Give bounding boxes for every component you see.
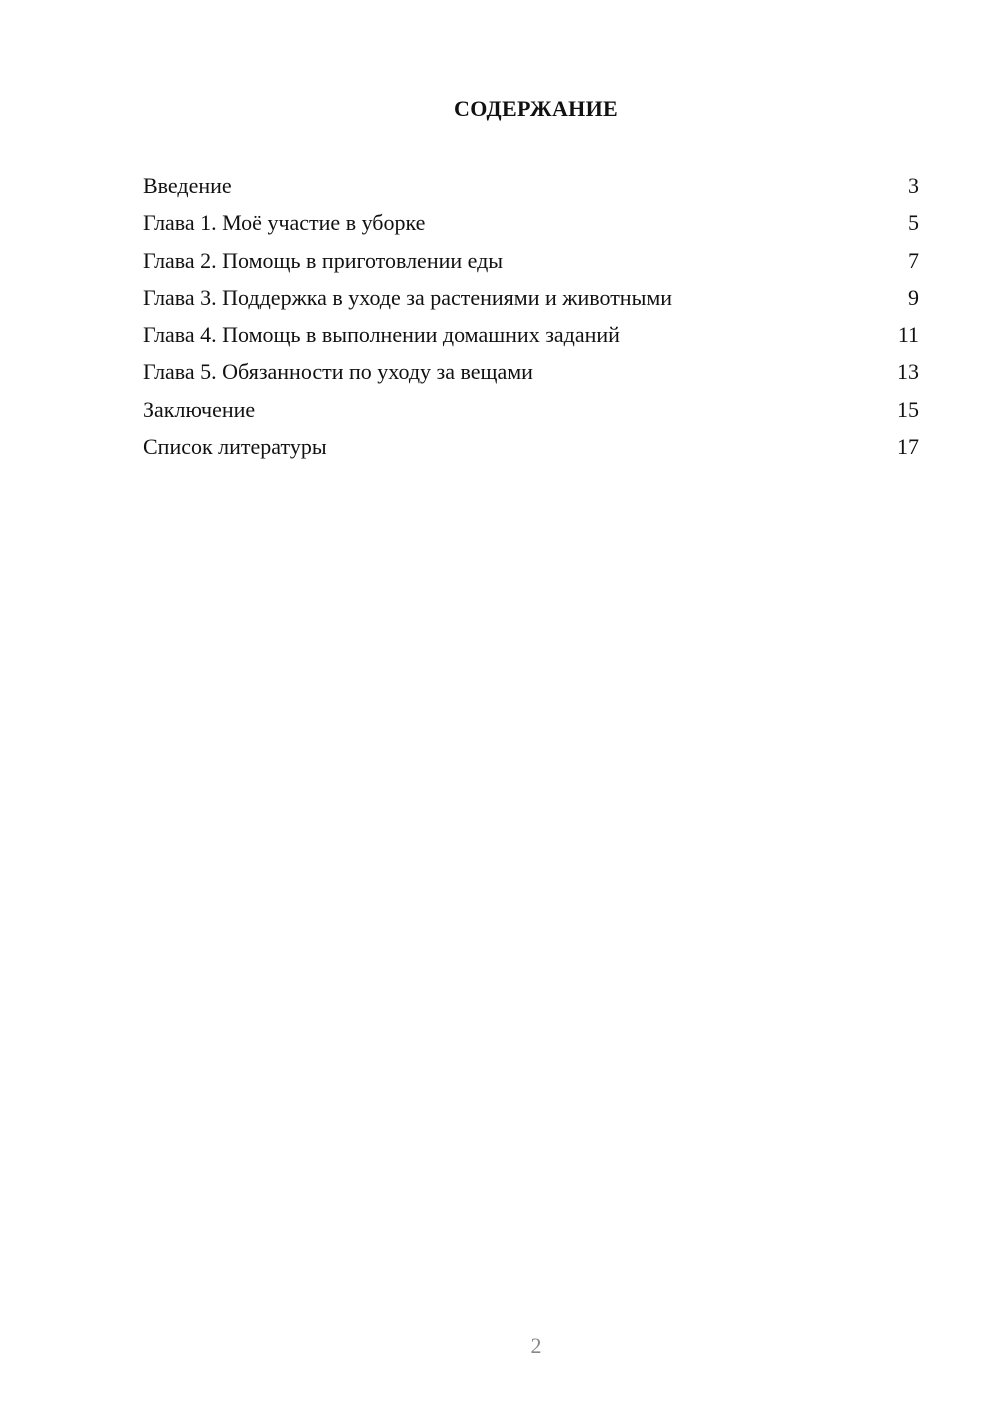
toc-entry-chapter-2 xyxy=(143,242,919,279)
toc-entry-conclusion xyxy=(143,391,919,428)
toc-entry-label: Глава 5. Обязанности по уходу за вещами xyxy=(143,359,533,385)
toc-entry-references xyxy=(143,428,919,465)
toc-entry-label: Заключение xyxy=(143,396,256,422)
toc-entry-label: Глава 2. Помощь в приготовлении еды xyxy=(143,247,504,273)
toc-entry-page: 15 xyxy=(897,396,919,422)
toc-entry-label: Введение xyxy=(143,173,232,198)
toc-entry-label: Глава 1. Моё участие в уборке xyxy=(143,210,426,236)
toc-entry-label: Глава 3. Поддержка в уходе за растениями и животными xyxy=(143,284,673,310)
toc-entry-chapter-1 xyxy=(143,204,919,241)
toc-entry-chapter-3 xyxy=(143,279,919,316)
toc-entry-page: 11 xyxy=(897,322,919,348)
toc-entry-chapter-5 xyxy=(143,353,919,390)
table-of-contents xyxy=(143,167,919,465)
toc-entry-page: 3 xyxy=(908,173,919,198)
toc-entry-introduction xyxy=(143,167,919,204)
toc-entry-label: Глава 4. Помощь в выполнении домашних заданий xyxy=(143,322,620,348)
toc-entry-page: 7 xyxy=(908,247,919,273)
toc-entry-chapter-4 xyxy=(143,316,919,353)
toc-entry-page: 9 xyxy=(908,284,919,310)
toc-entry-page: 13 xyxy=(897,359,919,385)
page-title: СОДЕРЖАНИЕ xyxy=(454,96,618,121)
page-number: 2 xyxy=(530,1333,542,1358)
toc-entry-page: 17 xyxy=(897,434,919,460)
toc-entry-label: Список литературы xyxy=(143,434,327,460)
toc-entry-page: 5 xyxy=(908,210,919,236)
